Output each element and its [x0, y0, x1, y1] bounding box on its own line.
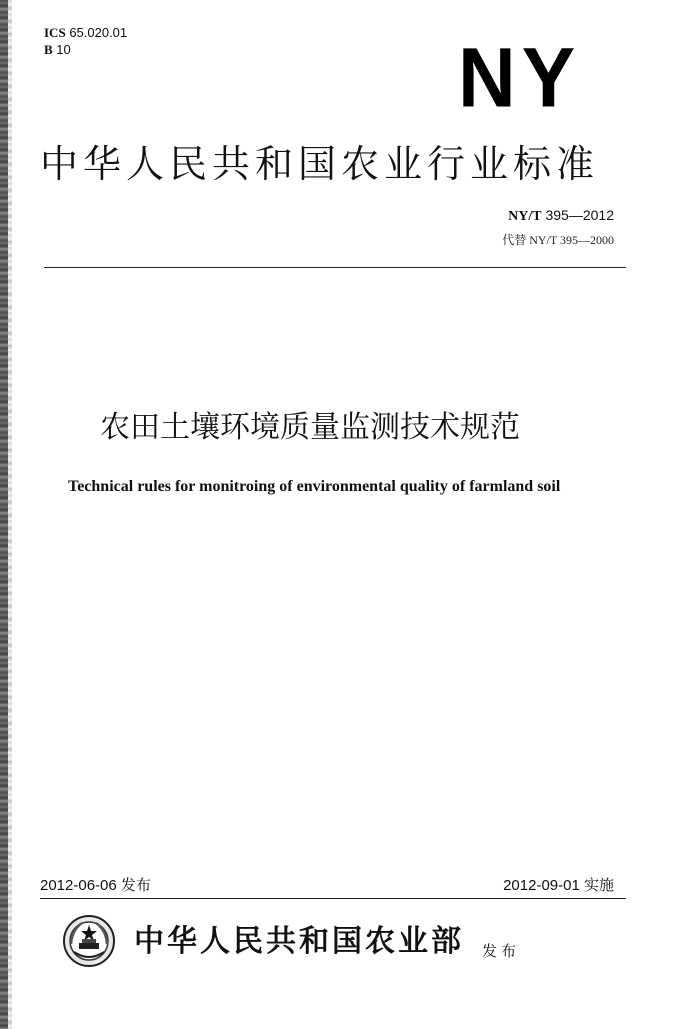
- scan-binding-edge: [0, 0, 8, 1029]
- ccs-code: 10: [56, 42, 71, 57]
- document-title-english: Technical rules for monitroing of environmental quality of farmland soil: [68, 478, 561, 495]
- standard-category-title: 中华人民共和国农业行业标准: [40, 142, 600, 186]
- ccs-label: B: [44, 42, 53, 57]
- ny-logo: NY: [458, 30, 582, 125]
- scan-binding-shadow: [8, 0, 12, 1029]
- publish-label: 发布: [482, 942, 521, 960]
- issue-date: 2012-06-06 发布: [40, 877, 151, 894]
- issuing-ministry: 中华人民共和国农业部: [134, 924, 464, 959]
- ccs-line: [44, 41, 127, 58]
- ics-code: 65.020.01: [69, 25, 128, 40]
- classification-codes: [44, 24, 127, 58]
- ics-label: ICS: [44, 25, 66, 40]
- document-title-chinese: 农田土壤环境质量监测技术规范: [100, 410, 520, 445]
- header-divider: [44, 267, 626, 268]
- replaces-note: 代替 NY/T 395—2000: [502, 233, 614, 247]
- standard-number-value: 395—2012: [545, 207, 614, 223]
- footer-divider: [40, 898, 626, 899]
- national-emblem-icon: [62, 914, 116, 968]
- ics-line: [44, 24, 127, 41]
- standard-prefix: NY/T: [508, 209, 542, 224]
- implementation-date: 2012-09-01 实施: [503, 877, 614, 894]
- standard-number: [508, 207, 614, 225]
